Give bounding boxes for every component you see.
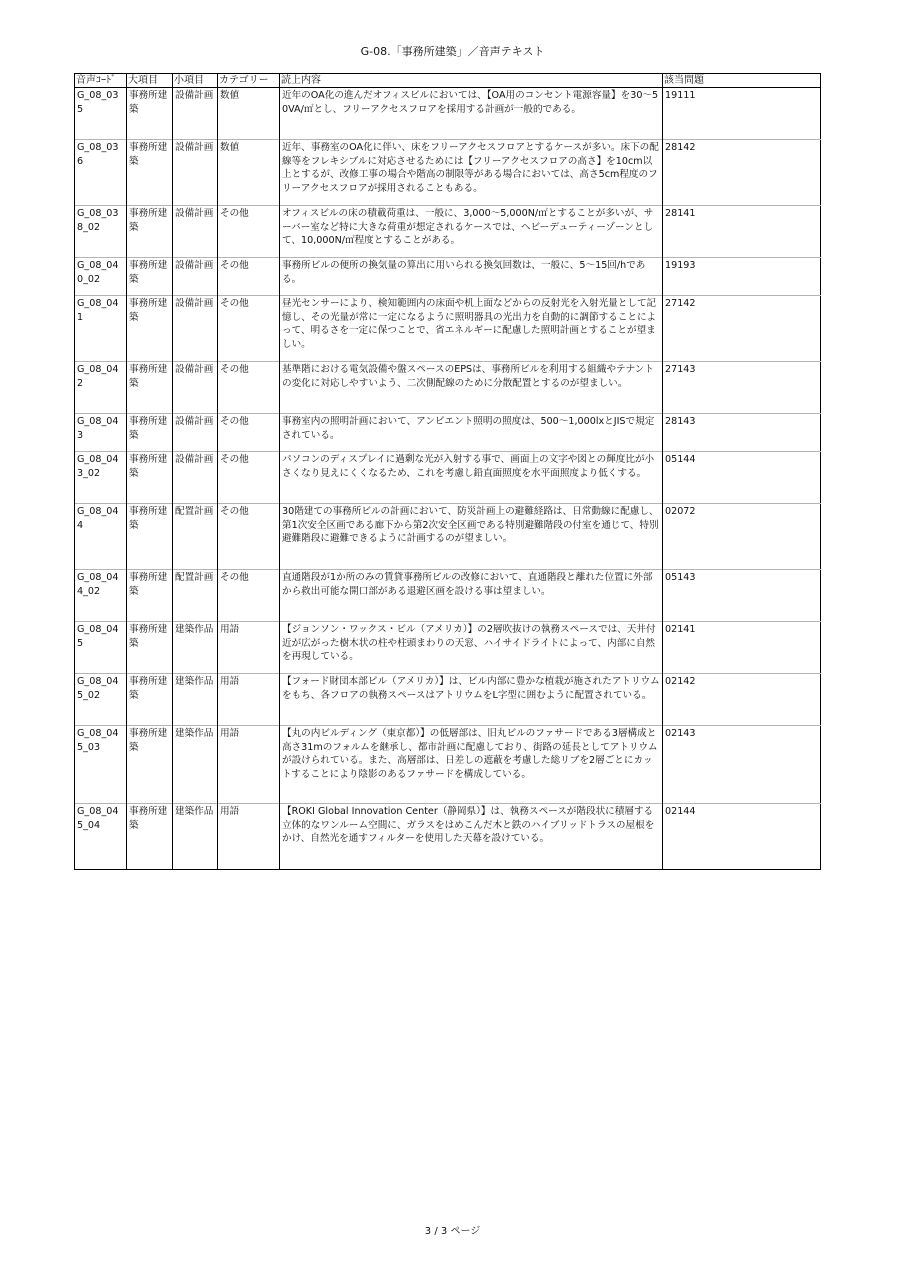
cell-major: 事務所建築: [127, 296, 173, 362]
cell-question: 02141: [663, 622, 821, 674]
cell-code: G_08_045_04: [75, 804, 127, 870]
cell-category: 用語: [218, 726, 280, 804]
table-header-row: [75, 74, 821, 88]
page-title: G-08.「事務所建築」／音声テキスト: [360, 45, 545, 58]
cell-question: 05143: [663, 570, 821, 622]
table-row: [75, 674, 821, 726]
cell-code: G_08_044_02: [75, 570, 127, 622]
table-row: [75, 570, 821, 622]
cell-category: その他: [218, 362, 280, 414]
cell-major: 事務所建築: [127, 504, 173, 570]
cell-category: その他: [218, 570, 280, 622]
cell-major: 事務所建築: [127, 88, 173, 140]
header-text: 読上内容: [280, 74, 663, 88]
cell-category: その他: [218, 206, 280, 258]
cell-major: 事務所建築: [127, 726, 173, 804]
cell-question: 19111: [663, 88, 821, 140]
cell-code: G_08_045_03: [75, 726, 127, 804]
cell-major: 事務所建築: [127, 674, 173, 726]
cell-text: オフィスビルの床の積載荷重は、一般に、3,000～5,000N/㎡とすることが多いが、サーバー室など特に大きな荷重が想定されるケースでは、ヘビーデューティーゾーンとして、10,000N/㎡程度とすることがある。: [280, 206, 663, 258]
table-row: [75, 88, 821, 140]
cell-category: その他: [218, 258, 280, 296]
table-row: [75, 504, 821, 570]
cell-major: 事務所建築: [127, 258, 173, 296]
cell-code: G_08_045: [75, 622, 127, 674]
cell-text: 昼光センサーにより、検知範囲内の床面や机上面などからの反射光を入射光量として記憶し、その光量が常に一定になるように照明器具の光出力を自動的に調節することによって、明るさを一定に保つことで、省エネルギーに配慮した照明計画とすることが望ましい。: [280, 296, 663, 362]
cell-category: その他: [218, 414, 280, 452]
cell-text: 事務所ビルの便所の換気量の算出に用いられる換気回数は、一般に、5～15回/hである。: [280, 258, 663, 296]
cell-category: その他: [218, 452, 280, 504]
cell-question: 02072: [663, 504, 821, 570]
voice-text-table: [74, 73, 821, 870]
cell-major: 事務所建築: [127, 452, 173, 504]
cell-category: 用語: [218, 622, 280, 674]
cell-minor: 設備計画: [173, 206, 218, 258]
cell-text: 基準階における電気設備や盤スペースのEPSは、事務所ビルを利用する組織やテナントの変化に対応しやすいよう、二次側配線のために分散配置とするのが望ましい。: [280, 362, 663, 414]
cell-major: 事務所建築: [127, 622, 173, 674]
cell-minor: 設備計画: [173, 88, 218, 140]
header-code: 音声ｺｰﾄﾞ: [75, 74, 127, 88]
cell-text: 直通階段が1か所のみの賃貸事務所ビルの改修において、直通階段と離れた位置に外部から救出可能な開口部がある退避区画を設ける事は望ましい。: [280, 570, 663, 622]
header-minor: 小項目: [173, 74, 218, 88]
table-row: [75, 140, 821, 206]
cell-question: 27143: [663, 362, 821, 414]
cell-text: 事務室内の照明計画において、アンビエント照明の照度は、500～1,000lxとJISで規定されている。: [280, 414, 663, 452]
cell-category: 用語: [218, 674, 280, 726]
cell-code: G_08_036: [75, 140, 127, 206]
cell-question: 05144: [663, 452, 821, 504]
cell-minor: 設備計画: [173, 452, 218, 504]
table-row: [75, 622, 821, 674]
page-number: 3 / 3 ページ: [424, 1226, 481, 1237]
table-row: [75, 362, 821, 414]
table-row: [75, 206, 821, 258]
cell-minor: 建築作品: [173, 726, 218, 804]
header-major: 大項目: [127, 74, 173, 88]
cell-category: その他: [218, 504, 280, 570]
table-row: [75, 258, 821, 296]
cell-category: その他: [218, 296, 280, 362]
cell-code: G_08_043: [75, 414, 127, 452]
cell-minor: 設備計画: [173, 362, 218, 414]
cell-question: 02144: [663, 804, 821, 870]
cell-text: 【ジョンソン・ワックス・ビル（アメリカ）】の2層吹抜けの執務スペースでは、天井付近が広がった樹木状の柱や柱頭まわりの天窓、ハイサイドライトによって、内部に自然を再現している。: [280, 622, 663, 674]
cell-major: 事務所建築: [127, 362, 173, 414]
cell-text: 近年のOA化の進んだオフィスビルにおいては、【OA用のコンセント電源容量】を30～50VA/㎡とし、フリーアクセスフロアを採用する計画が一般的である。: [280, 88, 663, 140]
cell-code: G_08_042: [75, 362, 127, 414]
table-row: [75, 296, 821, 362]
cell-category: 数値: [218, 88, 280, 140]
cell-question: 02143: [663, 726, 821, 804]
table-row: [75, 726, 821, 804]
cell-text: パソコンのディスプレイに過剰な光が入射する事で、画面上の文字や図との輝度比が小さくなり見えにくくなるため、これを考慮し鉛直面照度を水平面照度より低くする。: [280, 452, 663, 504]
cell-text: 【丸の内ビルディング（東京都）】の低層部は、旧丸ビルのファサードである3層構成と高さ31mのフォルムを継承し、都市計画に配慮しており、街路の延長としてアトリウムが設けられている。また、高層部は、日差しの遮蔽を考慮した総リブを2層ごとにカットすることにより陰影のあるファサードを構成している。: [280, 726, 663, 804]
header-category: カテゴリー: [218, 74, 280, 88]
cell-question: 19193: [663, 258, 821, 296]
cell-text: 30階建ての事務所ビルの計画において、防災計画上の避難経路は、日常動線に配慮し、第1次安全区画である廊下から第2次安全区画である特別避難階段の付室を通じて、特別避難階段に避難できるように計画するのが望ましい。: [280, 504, 663, 570]
cell-code: G_08_035: [75, 88, 127, 140]
cell-major: 事務所建築: [127, 206, 173, 258]
cell-minor: 建築作品: [173, 622, 218, 674]
cell-text: 近年、事務室のOA化に伴い、床をフリーアクセスフロアとするケースが多い。床下の配線等をフレキシブルに対応させるためには【フリーアクセスフロアの高さ】を10cm以上とするが、改修工事の場合や階高の制限等がある場合においては、高さ5cm程度のフリーアクセスフロアが採用されることもある。: [280, 140, 663, 206]
cell-code: G_08_038_02: [75, 206, 127, 258]
cell-text: 【フォード財団本部ビル（アメリカ）】は、ビル内部に豊かな植栽が施されたアトリウムをもち、各フロアの執務スペースはアトリウムをL字型に囲むように配置されている。: [280, 674, 663, 726]
cell-code: G_08_045_02: [75, 674, 127, 726]
cell-code: G_08_040_02: [75, 258, 127, 296]
cell-minor: 配置計画: [173, 570, 218, 622]
cell-question: 28143: [663, 414, 821, 452]
cell-text: 【ROKI Global Innovation Center（静岡県）】は、執務スペースが階段状に積層する立体的なワンルーム空間に、ガラスをはめこんだ木と鉄のハイブリッドトラスの屋根をかけ、自然光を通すフィルターを使用した天幕を設けている。: [280, 804, 663, 870]
cell-minor: 設備計画: [173, 296, 218, 362]
table-row: [75, 414, 821, 452]
cell-question: 28141: [663, 206, 821, 258]
cell-question: 02142: [663, 674, 821, 726]
cell-minor: 設備計画: [173, 414, 218, 452]
cell-major: 事務所建築: [127, 570, 173, 622]
cell-question: 27142: [663, 296, 821, 362]
header-question: 該当問題: [663, 74, 821, 88]
cell-category: 数値: [218, 140, 280, 206]
cell-category: 用語: [218, 804, 280, 870]
cell-code: G_08_043_02: [75, 452, 127, 504]
cell-code: G_08_044: [75, 504, 127, 570]
cell-major: 事務所建築: [127, 804, 173, 870]
cell-minor: 建築作品: [173, 674, 218, 726]
cell-major: 事務所建築: [127, 140, 173, 206]
table-row: [75, 452, 821, 504]
table-row: [75, 804, 821, 870]
cell-minor: 設備計画: [173, 140, 218, 206]
cell-minor: 建築作品: [173, 804, 218, 870]
cell-code: G_08_041: [75, 296, 127, 362]
cell-question: 28142: [663, 140, 821, 206]
cell-major: 事務所建築: [127, 414, 173, 452]
cell-minor: 設備計画: [173, 258, 218, 296]
cell-minor: 配置計画: [173, 504, 218, 570]
